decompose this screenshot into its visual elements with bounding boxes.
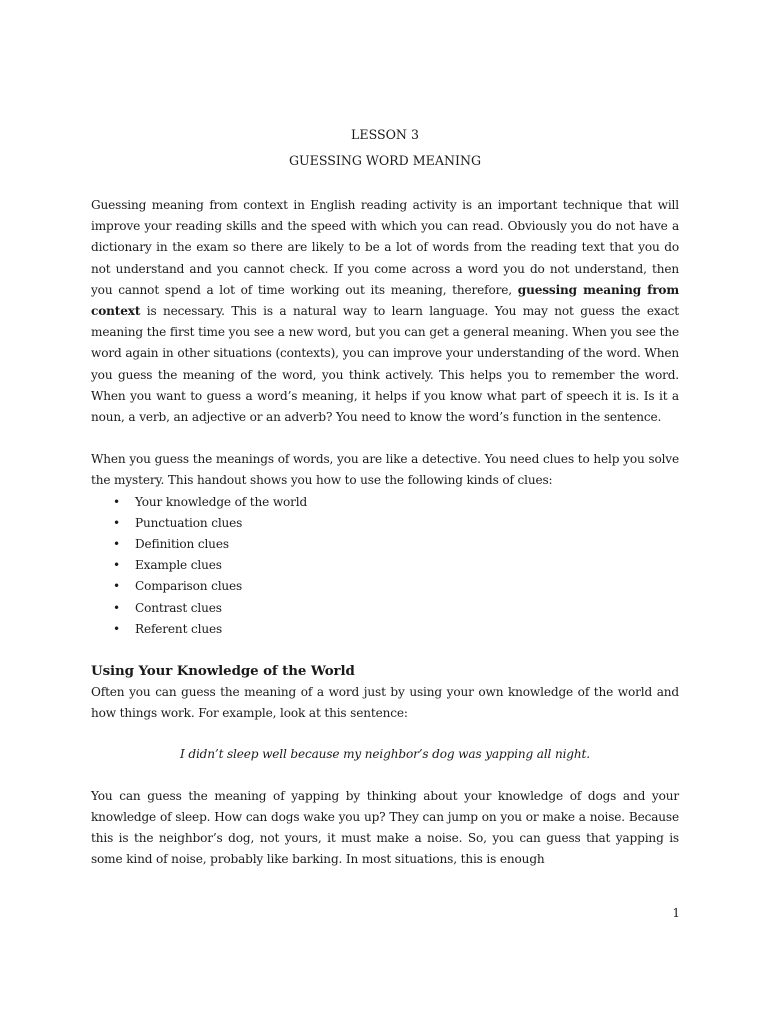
list-item: • Punctuation clues [91,513,679,534]
list-item: • Your knowledge of the world [91,492,679,513]
intro-text-start: Guessing meaning from context in English reading activity is an important technique that will improve your reading skills and the speed with which you can read. Obviously you do not have a dictionary in the exam so there are likely to be a lot of words from the reading text that you do not understand and you cannot check. If you come across a word you do not understand, then you cannot spend a lot of time working out its meaning, therefore, [91,198,679,297]
intro-text-end: is necessary. This is a natural way to learn language. You may not guess the exact meaning the first time you see a new word, but you can get a general meaning. When you see the word again in other situations (contexts), you can improve your understanding of the word. When you guess the meaning of the word, you think actively. This helps you to remember the word. When you want to guess a word’s meaning, it helps if you know what part of speech it is. Is it a noun, a verb, an adjective or an adverb? You need to know the word’s function in the sentence. [91,304,680,425]
lesson-title: GUESSING WORD MEANING [288,153,482,168]
intro-bold-phrase: guessing meaning from context [91,282,679,319]
lesson-number: LESSON 3 [351,127,419,142]
list-item: • Referent clues [91,619,679,640]
list-item: • Example clues [91,555,679,576]
clues-list [91,492,679,640]
page-content [91,122,679,870]
example-sentence: I didn’t sleep well because my neighbor’s dog was yapping all night. [180,747,590,762]
explanation-paragraph: You can guess the meaning of yapping by thinking about your knowledge of dogs and your knowledge of sleep. How can dogs wake you up? They can jump on you or make a noise. Because this is the neighbor’s dog, not yours, it must make a noise. So, you can guess that yapping is some kind of noise, probably like barking. In most situations, this is enough [91,788,679,867]
clues-intro-paragraph: When you guess the meanings of words, you are like a detective. You need clues to help you solve the mystery. This handout shows you how to use the following kinds of clues: [91,452,679,488]
section-heading: Using Your Knowledge of the World [91,663,355,680]
intro-paragraph [91,195,679,428]
list-item: • Definition clues [91,534,679,555]
list-item: • Contrast clues [91,598,679,619]
section-paragraph: Often you can guess the meaning of a word just by using your own knowledge of the world and how things work. For example, look at this sentence: [91,685,679,721]
page-number: 1 [672,906,680,920]
list-item: • Comparison clues [91,576,679,597]
